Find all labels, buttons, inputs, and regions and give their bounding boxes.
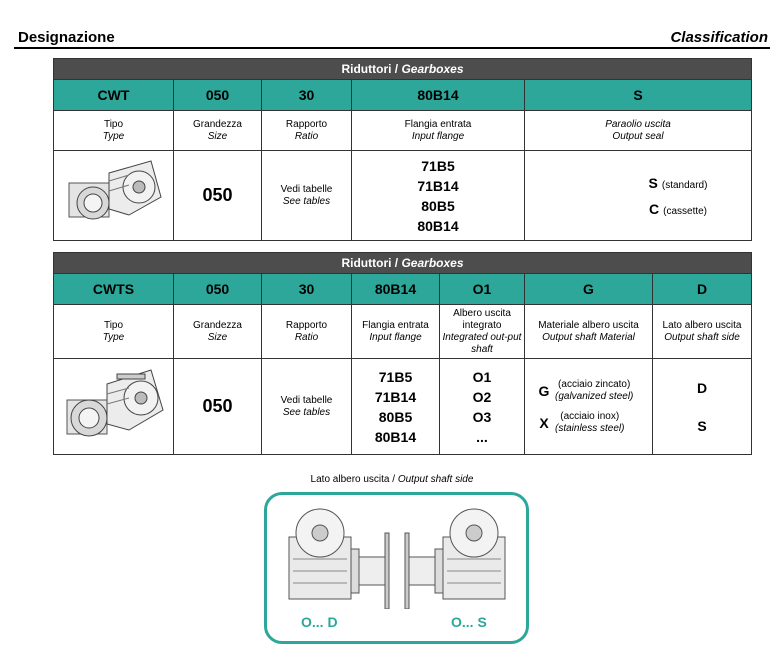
section-title-en: Classification [670, 29, 768, 46]
code-cell-ratio: 30 [262, 274, 352, 305]
cwt-designation-table [53, 58, 752, 241]
cwts-designation-table [53, 252, 752, 455]
gearbox-shaft-illustration [59, 360, 169, 448]
diagram-caption: Lato albero uscita / Output shaft side [310, 474, 474, 485]
table-title: Riduttori / Gearboxes [54, 59, 752, 80]
code-cell-seal: S [525, 80, 752, 111]
gearbox-illustration [59, 151, 169, 235]
code-cell-ratio: 30 [262, 80, 352, 111]
section-title: Designazione [18, 29, 115, 46]
code-cell-size: 050 [174, 80, 262, 111]
material-options: G (acciaio zincato) (galvanized steel) X (acciaio inox) (stainless steel) [525, 359, 653, 455]
code-cell-flange: 80B14 [352, 80, 525, 111]
desc-ratio: Rapporto Ratio [262, 111, 352, 151]
gearbox-image [54, 359, 174, 455]
desc-size: Grandezza Size [174, 305, 262, 359]
ratio-note: Vedi tabelle See tables [262, 359, 352, 455]
right-side-label: O... S [451, 614, 487, 630]
desc-seal: Paraolio uscita Output seal [525, 111, 752, 151]
desc-side: Lato albero uscita Output shaft side [653, 305, 752, 359]
code-cell-flange: 80B14 [352, 274, 440, 305]
shaft-options: O1 O2 O3 ... [440, 359, 525, 455]
seal-options: S (standard) C (cassette) [525, 151, 752, 241]
desc-type: Tipo Type [54, 111, 174, 151]
desc-shaft: Albero uscita integrato Integrated out-put shaft [440, 305, 525, 359]
desc-ratio: Rapporto Ratio [262, 305, 352, 359]
code-cell-side: D [653, 274, 752, 305]
flange-options: 71B5 71B14 80B5 80B14 [352, 151, 525, 241]
desc-size: Grandezza Size [174, 111, 262, 151]
header-divider [14, 47, 770, 49]
size-value: 050 [174, 151, 262, 241]
left-side-label: O... D [301, 614, 338, 630]
gearbox-image [54, 151, 174, 241]
table-title: Riduttori / Gearboxes [54, 253, 752, 274]
code-cell-material: G [525, 274, 653, 305]
code-cell-type: CWTS [54, 274, 174, 305]
shaft-side-illustration [267, 499, 526, 609]
side-options: D S [653, 359, 752, 455]
code-cell-type: CWT [54, 80, 174, 111]
desc-flange: Flangia entrata Input flange [352, 305, 440, 359]
code-cell-shaft: O1 [440, 274, 525, 305]
output-shaft-side-diagram [264, 492, 529, 644]
size-value: 050 [174, 359, 262, 455]
ratio-note: Vedi tabelle See tables [262, 151, 352, 241]
code-cell-size: 050 [174, 274, 262, 305]
flange-options: 71B5 71B14 80B5 80B14 [352, 359, 440, 455]
desc-flange: Flangia entrata Input flange [352, 111, 525, 151]
desc-material: Materiale albero uscita Output shaft Material [525, 305, 653, 359]
desc-type: Tipo Type [54, 305, 174, 359]
